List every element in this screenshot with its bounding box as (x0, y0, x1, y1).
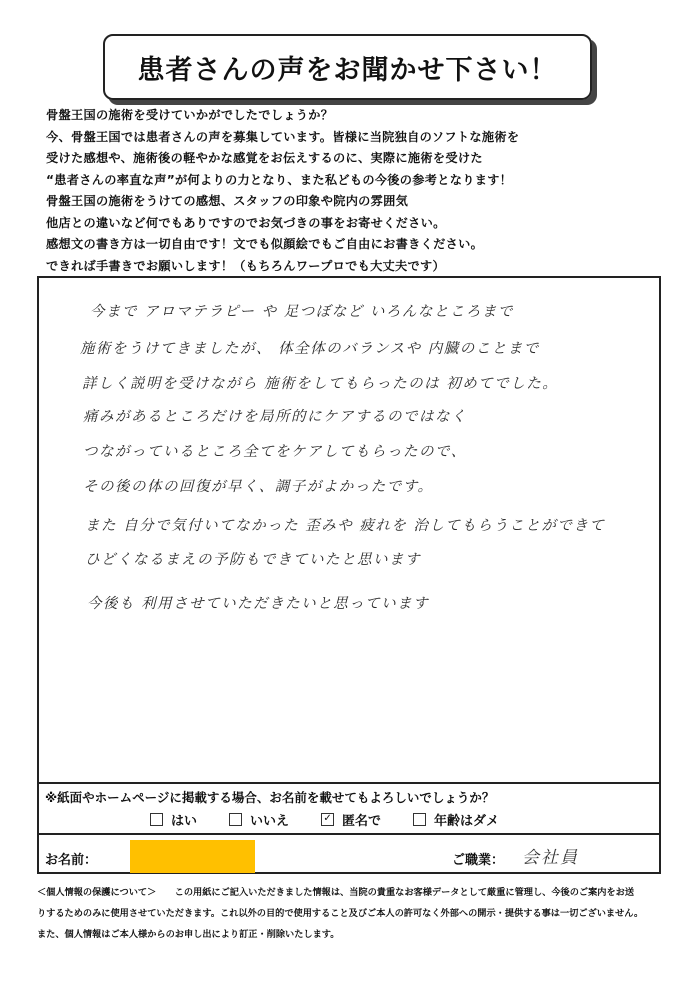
checkbox-no[interactable] (229, 813, 242, 826)
intro-text (46, 105, 686, 277)
intro-line: 今、骨盤王国では患者さんの声を募集しています。皆様に当院独自のソフトな施術を (46, 129, 520, 144)
option-label: はい (171, 814, 198, 829)
option-no-age[interactable] (413, 810, 499, 829)
job-value: 会社員 (522, 848, 579, 868)
intro-line: 骨盤王国の施術を受けていかがでしたでしょうか？ (46, 108, 334, 122)
intro-line: “患者さんの率直な声”が何よりの力となり、また私どもの今後の参考となります！ (46, 172, 513, 187)
option-no[interactable] (229, 810, 289, 829)
testimonial-frame (37, 276, 661, 874)
testimonial-line: 今後も 利用させていただきたいと思っています (87, 596, 430, 612)
intro-line: 感想文の書き方は一切自由です！文でも似顔絵でもご自由にお書きください。 (46, 237, 484, 251)
testimonial-line: ひどくなるまえの予防もできていたと思います (85, 552, 421, 568)
testimonial-line: つながっているところ全てをケアしてもらったので、 (83, 444, 467, 460)
page-title: 患者さんの声をお聞かせ下さい！ (103, 34, 592, 100)
job-label: ご職業： (452, 853, 505, 868)
name-field-redacted (130, 840, 255, 873)
testimonial-line: 施術をうけてきましたが、 体全体のバランスや 内臓のことまで (80, 341, 540, 357)
option-label: 匿名で (342, 814, 382, 829)
privacy-line: りするためのみに使用させていただきます。これ以外の目的で使用すること及びご本人の許可なく外部への開示・提供する事は一切ございません。 (37, 908, 644, 919)
consent-question: ※紙面やホームページに掲載する場合、お名前を載せてもよろしいでしょうか？ (45, 790, 495, 805)
check-mark-icon: ✓ (323, 813, 332, 824)
intro-line: 受けた感想や、施術後の軽やかな感覚をお伝えするのに、実際に施術を受けた (46, 151, 483, 165)
option-label: いいえ (250, 814, 290, 829)
checkbox-no-age[interactable] (413, 813, 426, 826)
testimonial-line: 今まで アロマテラピー や 足つぼなど いろんなところまで (90, 304, 514, 320)
privacy-notice (37, 882, 677, 945)
testimonial-line: また 自分で気付いてなかった 歪みや 疲れを 治してもらうことができて (85, 518, 606, 534)
intro-line: 骨盤王国の施術をうけての感想、スタッフの印象や院内の雰囲気 (46, 194, 409, 208)
divider (37, 833, 661, 835)
intro-line: できれば手書きでお願いします！（もちろんワープロでも大丈夫です） (46, 258, 445, 273)
option-label: 年齢はダメ (434, 814, 500, 829)
checkbox-yes[interactable] (150, 813, 163, 826)
consent-options (150, 810, 499, 829)
testimonial-line: その後の体の回復が早く、調子がよかったです。 (83, 479, 434, 495)
divider (37, 782, 661, 784)
option-anonymous[interactable] (321, 810, 381, 829)
intro-line: 他店との違いなど何でもありですのでお気づきの事をお寄せください。 (46, 215, 446, 230)
privacy-line: また、個人情報はご本人様からのお申し出により訂正・削除いたします。 (37, 929, 340, 940)
name-label: お名前： (45, 853, 98, 868)
option-yes[interactable] (150, 810, 197, 829)
privacy-line: ＜個人情報の保護について＞ この用紙にご記入いただきました情報は、当院の貴重なお客様データとして厳重に管理し、今後のご案内をお送 (37, 887, 635, 898)
testimonial-line: 痛みがあるところだけを局所的にケアするのではなく (83, 409, 467, 425)
testimonial-line: 詳しく説明を受けながら 施術をしてもらったのは 初めてでした。 (82, 376, 559, 392)
checkbox-anonymous[interactable] (321, 813, 334, 826)
